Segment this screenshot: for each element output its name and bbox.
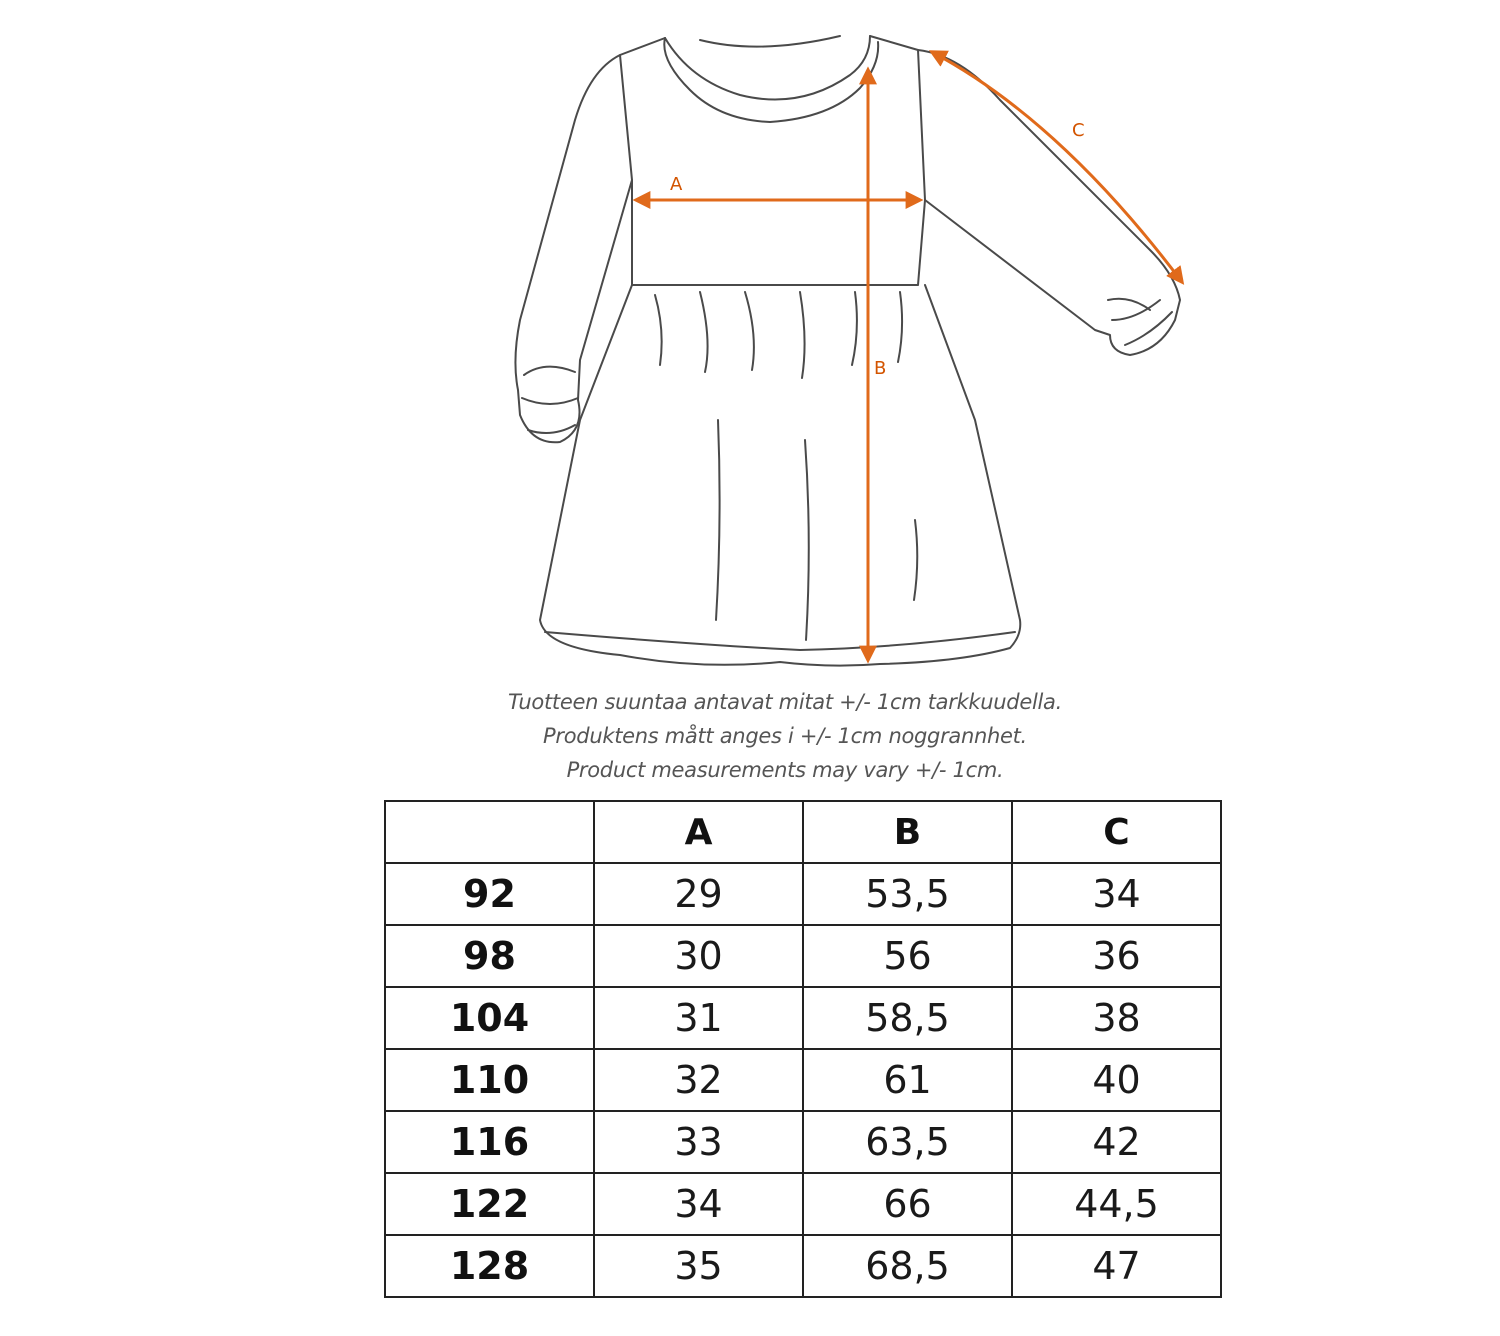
header-size [385,801,594,863]
cell-c: 47 [1012,1235,1221,1297]
cell-size: 128 [385,1235,594,1297]
cell-c: 36 [1012,925,1221,987]
measure-c-label: C [1072,120,1085,141]
cell-b: 53,5 [803,863,1012,925]
table-row [385,1111,1221,1173]
table-row [385,1173,1221,1235]
header-a: A [594,801,803,863]
cell-c: 34 [1012,863,1221,925]
header-b: B [803,801,1012,863]
size-table [384,800,1222,1298]
table-row [385,863,1221,925]
cell-size: 98 [385,925,594,987]
measure-c-arrow [932,52,1182,282]
note-finnish: Tuotteen suuntaa antavat mitat +/- 1cm tarkkuudella. [508,690,1062,714]
cell-a: 30 [594,925,803,987]
cell-c: 44,5 [1012,1173,1221,1235]
table-row [385,987,1221,1049]
cell-a: 33 [594,1111,803,1173]
cell-a: 31 [594,987,803,1049]
measure-a-label: A [670,174,683,195]
cell-c: 38 [1012,987,1221,1049]
note-english: Product measurements may vary +/- 1cm. [566,758,1004,782]
cell-a: 32 [594,1049,803,1111]
cell-b: 68,5 [803,1235,1012,1297]
cell-c: 40 [1012,1049,1221,1111]
cell-size: 122 [385,1173,594,1235]
table-row [385,1049,1221,1111]
cell-a: 29 [594,863,803,925]
cell-b: 61 [803,1049,1012,1111]
table-header-row [385,801,1221,863]
cell-b: 56 [803,925,1012,987]
cell-b: 63,5 [803,1111,1012,1173]
cell-b: 58,5 [803,987,1012,1049]
cell-a: 34 [594,1173,803,1235]
table-row [385,925,1221,987]
cell-size: 92 [385,863,594,925]
cell-c: 42 [1012,1111,1221,1173]
table-row [385,1235,1221,1297]
cell-size: 116 [385,1111,594,1173]
cell-size: 104 [385,987,594,1049]
cell-a: 35 [594,1235,803,1297]
measure-b-label: B [874,358,887,379]
note-swedish: Produktens mått anges i +/- 1cm noggrannhet. [543,724,1027,748]
cell-size: 110 [385,1049,594,1111]
cell-b: 66 [803,1173,1012,1235]
header-c: C [1012,801,1221,863]
